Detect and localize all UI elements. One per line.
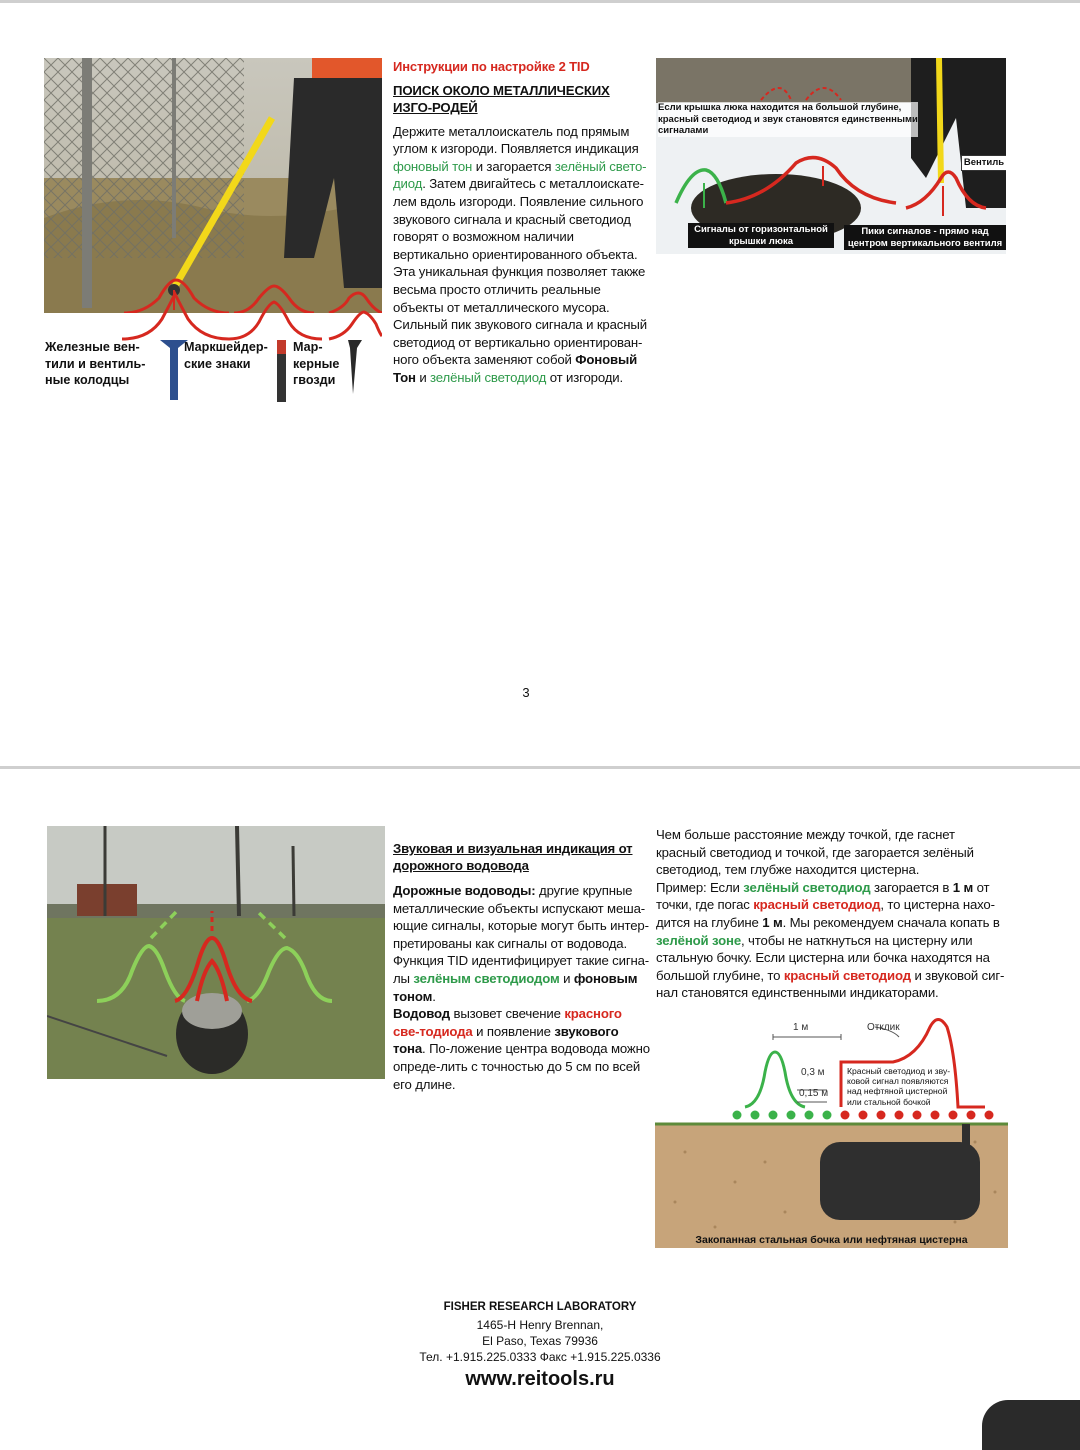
footer-website-link[interactable]: www.reitools.ru [465,1368,615,1390]
page-number: 3 [522,685,530,700]
caption-vertical-valve-peaks: Пики сигналов - прямо над центром вертикального вентиля [844,225,1006,250]
caption-deep-manhole: Если крышка люка находится на большой глубине, красный светодиод и звук становятся единственными сигналами [658,102,918,136]
paragraph-2: Эта уникальная функция позволяет также весьма просто отличить реальные объекты от металлического мусора. [393,264,646,315]
road-pipe-photo [47,826,385,1079]
footer-company: FISHER RESEARCH LABORATORY [443,1301,637,1313]
note-red-led-tank: Красный светодиод и зву-ковой сигнал появляются над нефтяной цистерной или стальной бочкой [847,1066,951,1107]
page2-text-column [393,840,651,1093]
label-valve: Вентиль [961,155,1006,171]
section-title-road-pipe: Звуковая и визуальная индикация от дорожного водовода [393,841,633,873]
label-response: Отклик [867,1022,900,1033]
label-iron-valves: Железные вен-тили и вентиль-ные колодцы [45,340,146,387]
page-top-divider [0,0,1080,3]
label-1m: 1 м [793,1022,809,1033]
page1-text-column [393,58,651,387]
paragraph-distance: Чем больше расстояние между точкой, где гаснет красный светодиод и точкой, где загорается зелёный светодиод, тем глубже находится цистерна. [656,827,974,878]
caption-horizontal-cover: Сигналы от горизонтальной крышки люка [688,223,834,248]
paragraph-3: Сильный пик звукового сигнала и красный светодиод от вертикально ориентирован-ного объекта заменяют собой Фоновый Тон и зелёный светодиод от изгороди. [393,317,647,385]
section-heading-setup: Инструкции по настройке 2 TID [393,59,590,74]
paragraph-1: Держите металлоискатель под прямым углом к изгороди. Появляется индикация фоновый тон и загорается зелёный свето-диод. Затем двигайтесь с металлоискате-лем вдоль изгороди. Появление сильного звукового сигнала и красный светодиод говорят о возможном наличии вертикально ориентированного объекта. [393,123,647,262]
paragraph-road-pipes: Дорожные водоводы: другие крупные металлические объекты испускают меша-ющие сигналы, которые могут быть интер-претированы как сигналы от водовода. Функция TID идентифицирует такие сигна-лы зелёным светодиодом и фоновым тоном. [393,883,650,1004]
label-depth-03: 0,3 м [801,1067,825,1078]
manhole-snow-photo [656,58,1006,254]
page2-right-text [656,826,1008,1002]
paragraph-pipe-signal: Водовод вызовет свечение красного све-тодиода и появление звукового тона. По-ложение центра водовода можно опреде-лить с точностью до 5 см по всей его длине. [393,1006,650,1092]
tank-depth-diagram [655,1012,1008,1248]
paragraph-example: Пример: Если зелёный светодиод загорается в 1 м от точки, где погас красный светодиод, то цистерна нахо-дится на глубине 1 м. Мы рекомендуем сначала копать в зелёной зоне, чтобы не наткнуться на цистерну или стальную бочку. Если цистерна или бочка находятся на большой глубине, то красный светодиод и звуковой сиг-нал становятся единственными индикаторами. [656,879,1005,1001]
caption-buried-tank: Закопанная стальная бочка или нефтяная цистерна [695,1234,968,1246]
scroll-handle[interactable] [982,1400,1080,1450]
label-marker-nails: Мар-керные гвозди [293,340,340,387]
fence-photo [44,58,382,313]
section-title-fences: ПОИСК ОКОЛО МЕТАЛЛИЧЕСКИХ ИЗГО-РОДЕЙ [393,82,610,115]
label-survey-markers: Маркшейдер-ские знаки [184,340,268,371]
footer-phones: Тел. +1.915.225.0333 Факс +1.915.225.0336 [419,1350,661,1364]
signal-waves-graphic [44,284,382,344]
page-divider [0,766,1080,769]
footer-address-2: El Paso, Texas 79936 [482,1334,598,1348]
label-depth-015: 0,15 м [799,1088,829,1099]
footer-address-1: 1465-H Henry Brennan, [476,1318,604,1332]
